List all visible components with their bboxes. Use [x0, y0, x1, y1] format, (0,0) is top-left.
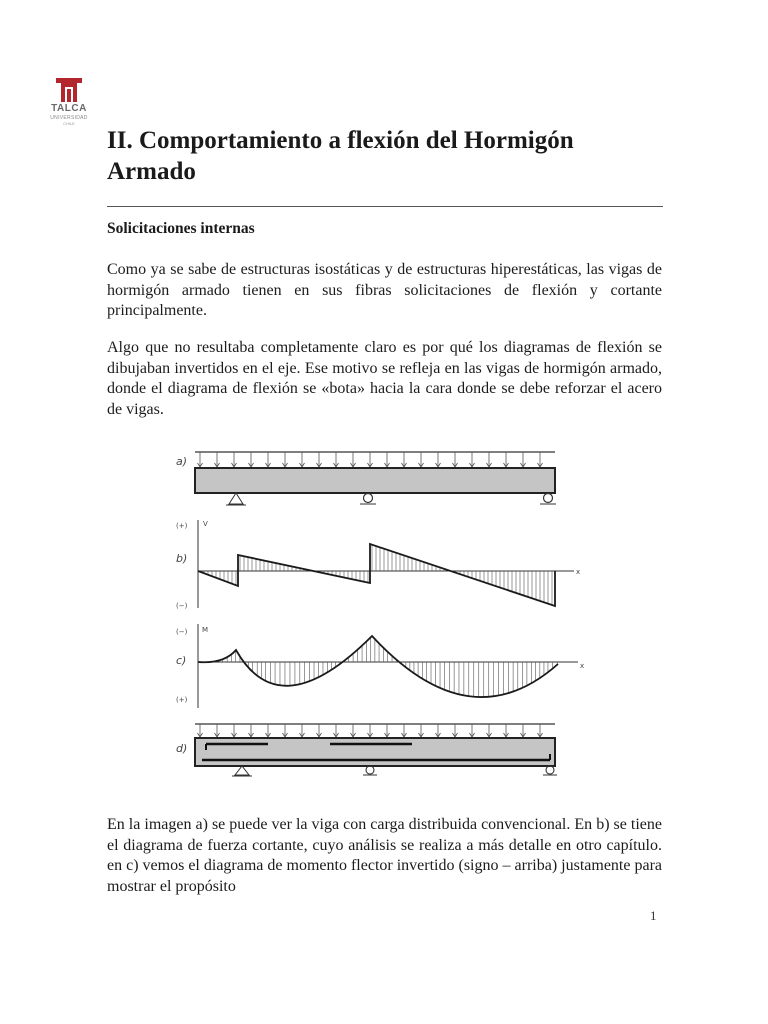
paragraph-1: Como ya se sabe de estructuras isostáticas y de estructuras hiperestáticas, las vigas de hormigón armado tienen en sus fibras solicitaciones de flexión y cortante principalmente.: [107, 261, 662, 319]
logo-subtitle: UNIVERSIDAD: [50, 115, 88, 121]
page-title: II. Comportamiento a flexión del Hormigón Armado: [107, 127, 574, 185]
moment-plus-label: (+): [176, 696, 188, 704]
shear-plus-label: (+): [176, 522, 188, 530]
panel-d-label: d): [176, 742, 188, 755]
moment-minus-label: (−): [176, 628, 188, 636]
logo-country: CHILE: [63, 121, 75, 126]
panel-d-reinforced-beam: [176, 724, 557, 776]
section-heading: Solicitaciones internas: [107, 220, 255, 237]
tower-icon: [46, 76, 92, 104]
title-divider: [107, 206, 663, 207]
moment-axis-label: M: [202, 626, 209, 634]
beam-diagrams: [170, 438, 590, 788]
shear-minus-label: (−): [176, 602, 188, 610]
panel-b-shear-diagram: [176, 520, 580, 610]
beam-diagram-figure: [170, 438, 590, 793]
shear-x-label: x: [576, 568, 581, 576]
panel-a-label: a): [176, 455, 188, 468]
logo-name: TALCA: [51, 103, 87, 114]
panel-b-label: b): [176, 552, 188, 565]
panel-c-moment-diagram: [176, 624, 584, 708]
panel-c-label: c): [176, 654, 187, 667]
paragraph-2: Algo que no resultaba completamente claro es por qué los diagramas de flexión se dibujaban invertidos en el eje. Ese motivo se refleja en las vigas de hormigón armado, donde el diagrama de flexión se «bota» hacia la cara donde se debe reforzar el acero de vigas.: [107, 339, 662, 418]
moment-x-label: x: [580, 662, 585, 670]
page-number: 1: [650, 908, 657, 923]
university-logo: [46, 76, 92, 126]
shear-axis-label: V: [203, 520, 208, 528]
paragraph-3: En la imagen a) se puede ver la viga con carga distribuida convencional. En b) se tiene el diagrama de fuerza cortante, cuyo análisis se realiza a más detalle en otro capítulo. en c) vemos el diagrama de momento flector invertido (signo – arriba) justamente para mostrar el propósito: [107, 816, 662, 895]
panel-a-beam: [176, 452, 556, 505]
